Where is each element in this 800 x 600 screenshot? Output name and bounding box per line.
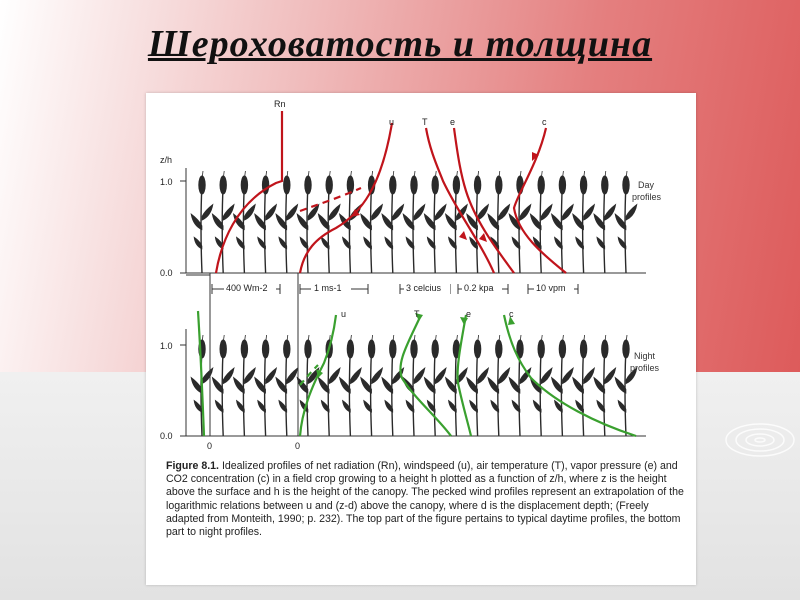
- night-label-u: u: [341, 309, 347, 319]
- day-label-u: u: [389, 117, 395, 127]
- night-canopy-plants: [191, 335, 637, 436]
- day-rn-curve: [216, 111, 282, 273]
- night-label-t: T: [414, 309, 420, 319]
- day-t-arrow-icon: [459, 231, 467, 240]
- plant-icon: [382, 335, 404, 436]
- plant-icon: [488, 171, 510, 273]
- day-label-t: T: [422, 117, 428, 127]
- plant-icon: [339, 171, 361, 273]
- profile-diagram: [146, 93, 696, 453]
- plant-icon: [403, 171, 425, 273]
- zero-label-u: 0: [295, 441, 301, 451]
- night-side-label-2: profiles: [630, 363, 660, 373]
- plant-icon: [233, 171, 255, 273]
- day-label-e: e: [450, 117, 456, 127]
- plant-icon: [615, 171, 637, 273]
- plant-icon: [573, 171, 595, 273]
- plant-icon: [424, 335, 446, 436]
- plant-icon: [445, 335, 467, 436]
- plant-icon: [212, 335, 234, 436]
- plant-icon: [551, 335, 573, 436]
- plant-icon: [573, 335, 595, 436]
- plant-icon: [255, 171, 277, 273]
- slide-title: Шероховатость и толщина: [147, 23, 653, 65]
- day-canopy-plants: [191, 171, 637, 273]
- day-tick-bottom: 0.0: [160, 268, 173, 278]
- plant-icon: [361, 171, 383, 273]
- plant-icon: [424, 171, 446, 273]
- plant-icon: [255, 335, 277, 436]
- water-ripple-icon: [720, 400, 800, 480]
- scale-label-e: 0.2 kpa: [464, 283, 494, 293]
- plant-icon: [276, 335, 298, 436]
- scale-label-c: 10 vpm: [536, 283, 566, 293]
- y-axis-label: z/h: [160, 155, 173, 165]
- figure-caption: [166, 460, 684, 539]
- plant-icon: [297, 335, 319, 436]
- night-side-label-1: Night: [634, 351, 656, 361]
- day-tick-top: 1.0: [160, 177, 173, 187]
- night-label-c: c: [509, 309, 514, 319]
- day-u-curve: [300, 123, 392, 273]
- caption-text: Idealized profiles of net radiation (Rn), windspeed (u), air temperature (T), vapor pressure (e) and CO2 concentration (c) in a field crop growing to a height h plotted as a function of z/h, where z is the height above the surface and h is the height of the canopy. The pecked wind profiles represent an extrapolation of the logarithmic relations between u and (z-d) above the canopy, where d is the displacement depth; (Freely adapted from Monteith, 1990; p. 232). The top part of the figure pertains to typical daytime profiles, the bottom part to night profiles.: [166, 460, 684, 539]
- plant-icon: [488, 335, 510, 436]
- scale-label-rn: 400 Wm-2: [226, 283, 268, 293]
- day-side-label-1: Day: [638, 180, 655, 190]
- plant-icon: [212, 171, 234, 273]
- plant-icon: [318, 171, 340, 273]
- plant-icon: [233, 335, 255, 436]
- plant-icon: [276, 171, 298, 273]
- day-label-c: c: [542, 117, 547, 127]
- plant-icon: [467, 335, 489, 436]
- day-label-rn: Rn: [274, 99, 286, 109]
- plant-icon: [191, 171, 213, 273]
- zero-label-rn: 0: [207, 441, 213, 451]
- plant-icon: [509, 171, 531, 273]
- caption-label: Figure 8.1.: [166, 460, 219, 472]
- night-tick-top: 1.0: [160, 341, 173, 351]
- scale-label-u: 1 ms-1: [314, 283, 342, 293]
- figure-panel: [146, 93, 696, 585]
- day-side-label-2: profiles: [632, 192, 662, 202]
- night-tick-bottom: 0.0: [160, 431, 173, 441]
- plant-icon: [382, 171, 404, 273]
- day-t-curve: [426, 128, 494, 273]
- scale-label-t: 3 celcius: [406, 283, 442, 293]
- plant-icon: [509, 335, 531, 436]
- plant-icon: [297, 171, 319, 273]
- plant-icon: [339, 335, 361, 436]
- plant-icon: [594, 171, 616, 273]
- plant-icon: [551, 171, 573, 273]
- plant-icon: [530, 335, 552, 436]
- night-label-e: e: [466, 309, 472, 319]
- plant-icon: [361, 335, 383, 436]
